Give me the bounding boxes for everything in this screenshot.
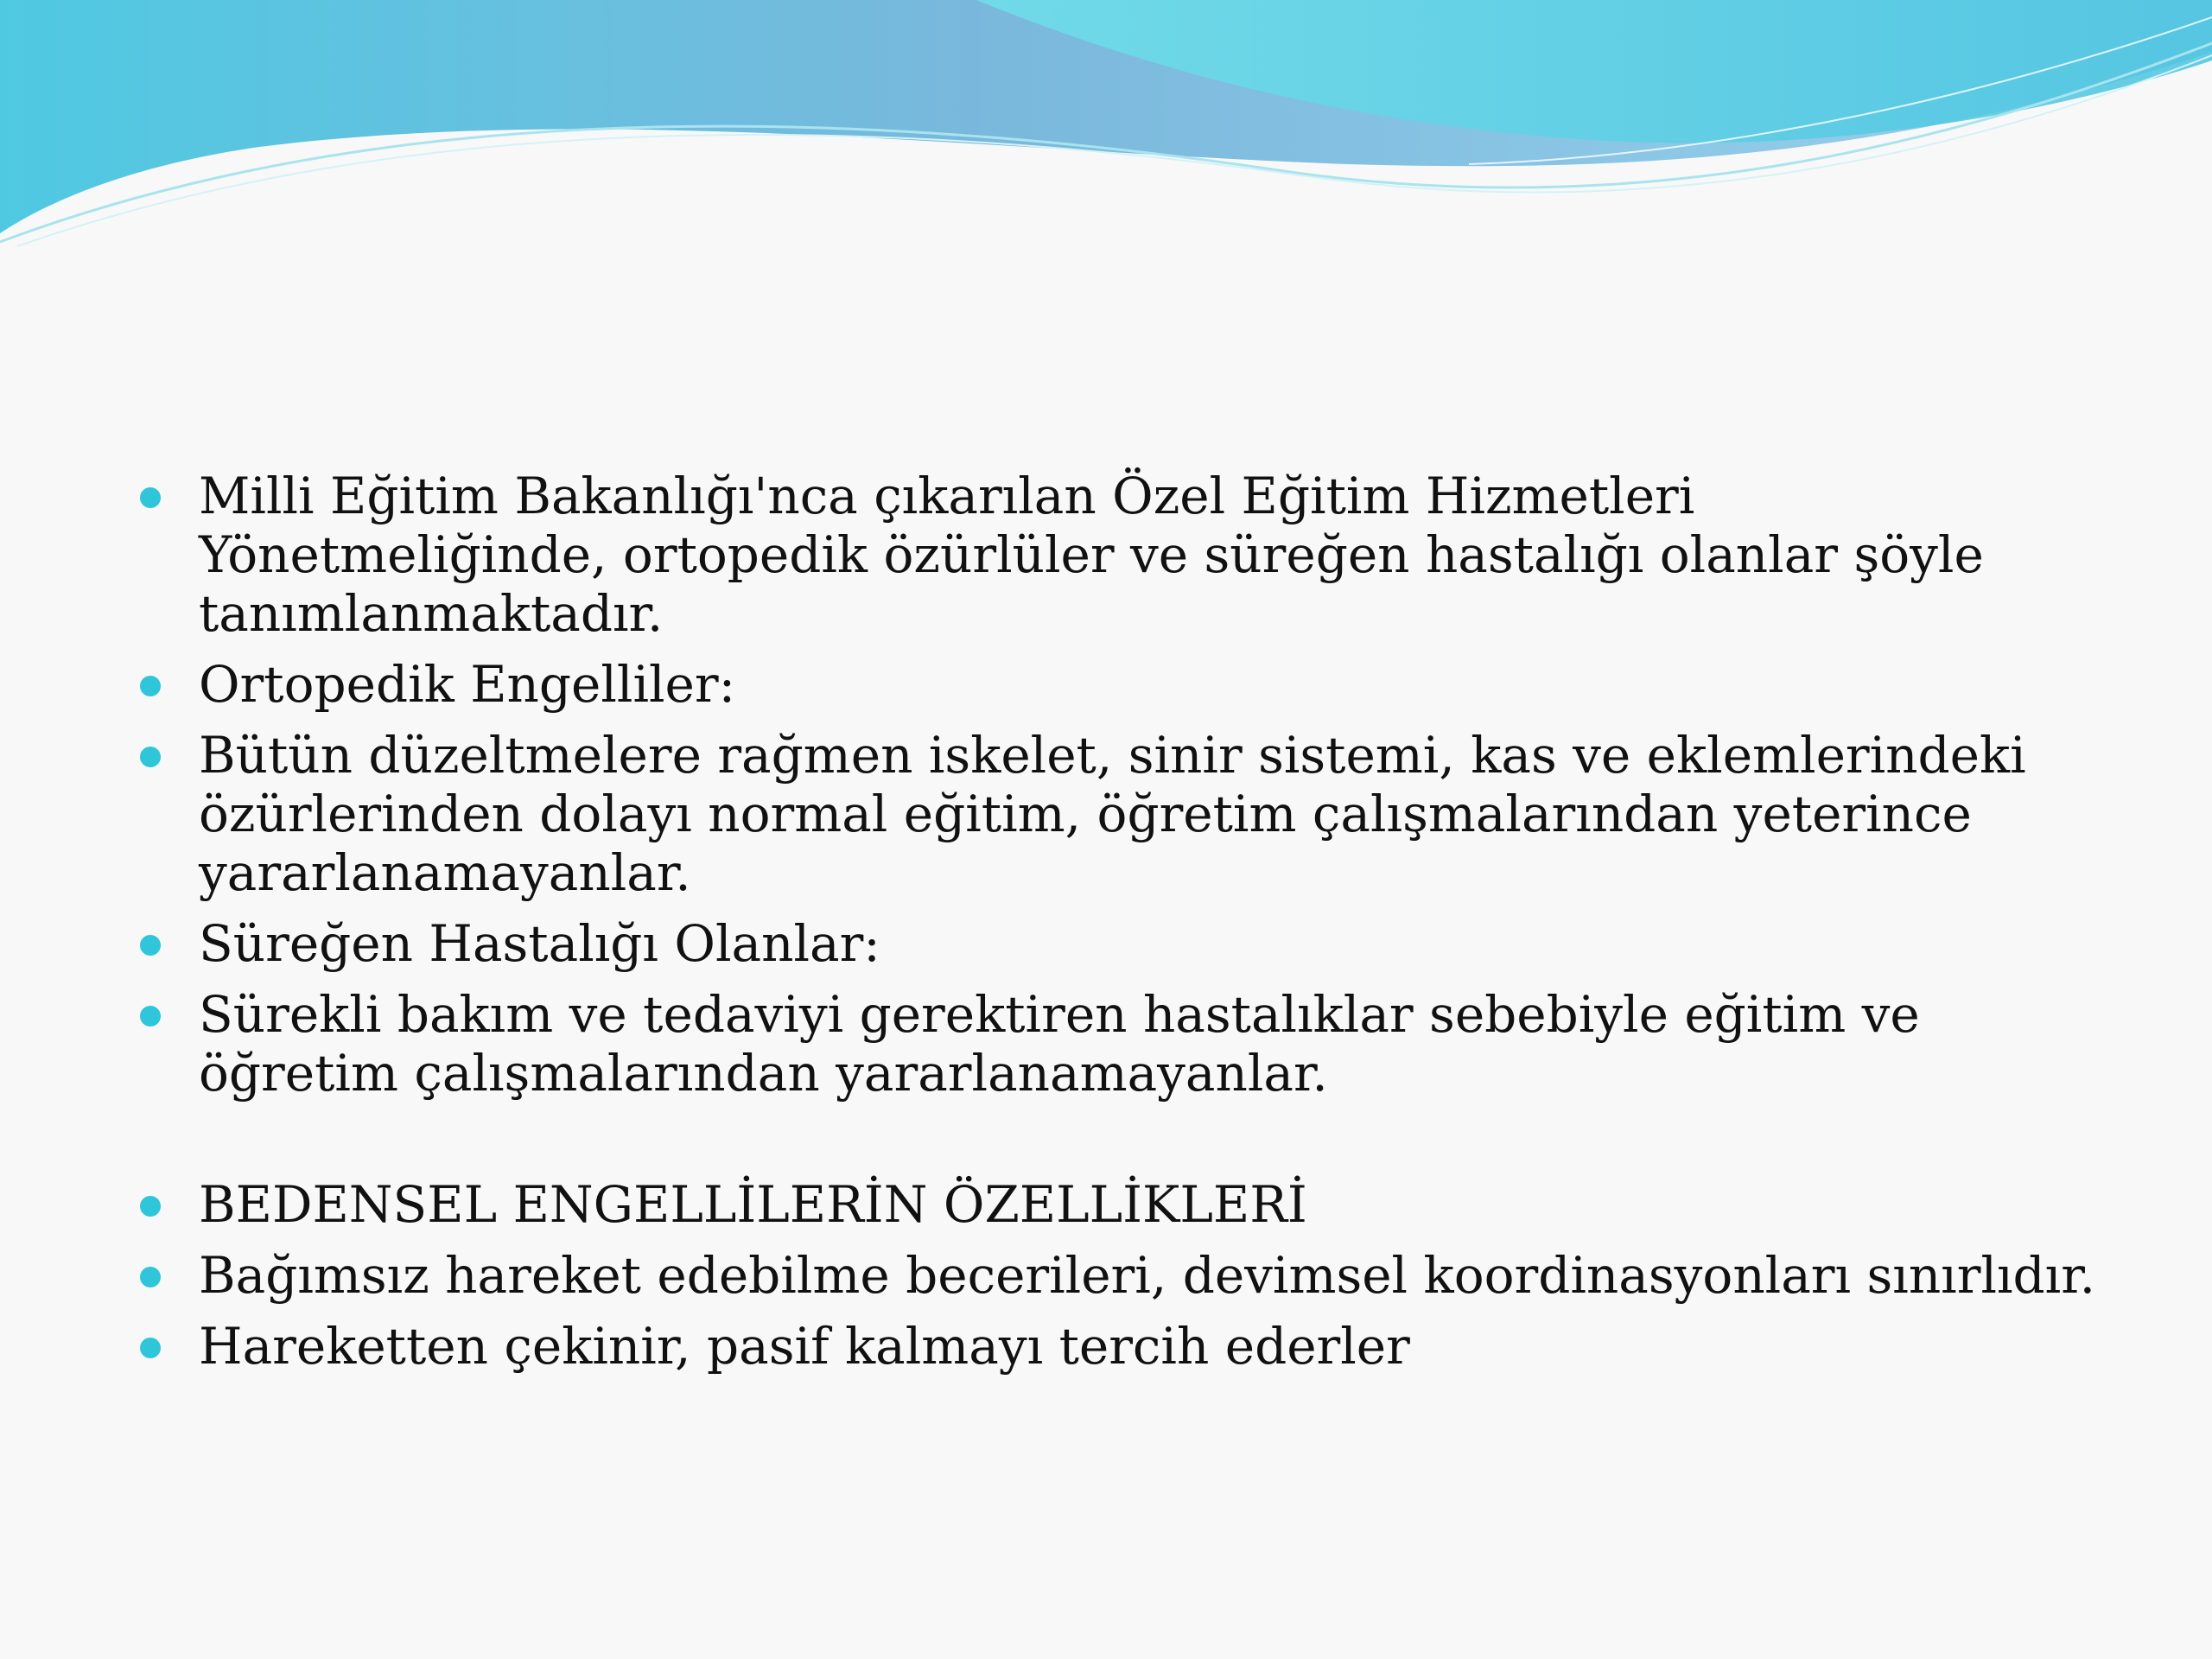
bullet-text: Bütün düzeltmelere rağmen iskelet, sinir sistemi, kas ve eklemlerindeki özürlerinden dolayı normal eğitim, öğretim çalışmalarından yeterince yararlanamayanlar. (199, 726, 2026, 902)
bullet-dot-icon (140, 1338, 161, 1358)
bullet-item-movement-skills (137, 1246, 2115, 1305)
bullet-dot-icon (140, 747, 161, 767)
bullet-item-characteristics-heading (137, 1175, 2115, 1234)
bullet-item-regulation (137, 467, 2115, 643)
bullet-text: Bağımsız hareket edebilme becerileri, devimsel koordinasyonları sınırlıdır. (199, 1246, 2096, 1305)
bullet-item-chronic-definition (137, 985, 2115, 1103)
bullet-dot-icon (140, 1006, 161, 1027)
content-bullet-list (137, 467, 2115, 1388)
bullet-item-orthopedic-definition (137, 726, 2115, 902)
bullet-text: Milli Eğitim Bakanlığı'nca çıkarılan Özel Eğitim Hizmetleri Yönetmeliğinde, ortopedik özürlüler ve süreğen hastalığı olanlar şöyle tanımlanmaktadır. (199, 467, 1984, 643)
bullet-text: BEDENSEL ENGELLİLERİN ÖZELLİKLERİ (199, 1175, 1307, 1234)
bullet-dot-icon (140, 935, 161, 956)
bullet-dot-icon (140, 1196, 161, 1217)
bullet-item-orthopedic-heading (137, 655, 2115, 714)
bullet-item-chronic-heading (137, 914, 2115, 973)
bullet-text: Hareketten çekinir, pasif kalmayı tercih ederler (199, 1317, 1410, 1376)
bullet-text: Süreğen Hastalığı Olanlar: (199, 914, 880, 973)
bullet-item-passivity (137, 1317, 2115, 1376)
bullet-dot-icon (140, 676, 161, 696)
wave-header-decoration (0, 0, 2212, 259)
bullet-text: Sürekli bakım ve tedaviyi gerektiren hastalıklar sebebiyle eğitim ve öğretim çalışmalarından yararlanamayanlar. (199, 985, 1920, 1103)
bullet-dot-icon (140, 487, 161, 508)
bullet-text: Ortopedik Engelliler: (199, 655, 736, 714)
bullet-dot-icon (140, 1267, 161, 1287)
